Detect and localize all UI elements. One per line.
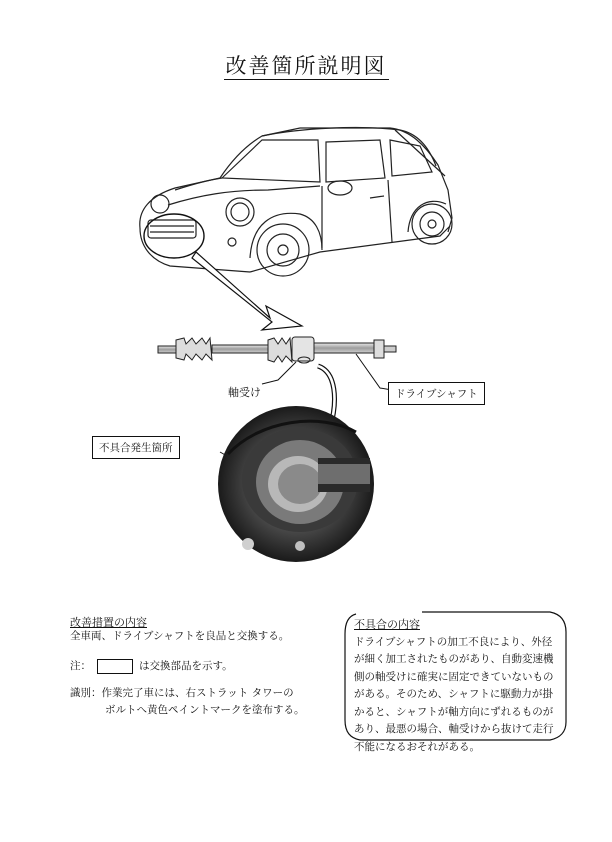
- drive-shaft-label: ドライブシャフト: [388, 382, 485, 405]
- defect-section: [343, 612, 565, 753]
- replacement-part-box: [97, 659, 133, 674]
- defect-line: がある。そのため、シャフトに駆動力が掛: [354, 688, 553, 700]
- defect-line: 側の軸受けに確実に固定できていないもの: [354, 670, 554, 683]
- improvement-line1: 全車両、ドライブシャフトを良品と交換する。: [70, 630, 290, 642]
- closeup-photo: [218, 406, 374, 562]
- defect-location-label: 不具合発生箇所: [92, 436, 180, 459]
- improvement-note: [70, 658, 233, 675]
- defect-line: あり、最悪の場合、軸受けから抜けて走行: [354, 723, 554, 735]
- bearing-label: 軸受け: [228, 386, 261, 399]
- defect-line: 不能になるおそれがある。: [354, 740, 480, 753]
- defect-line: が細く加工されたものがあり、自動変速機: [354, 653, 554, 665]
- identify-prefix: 識別：: [70, 687, 102, 699]
- identify-line1: 作業完了車には、右ストラット タワーの: [101, 687, 294, 699]
- note-prefix: 注：: [70, 660, 91, 672]
- defect-line: かると、シャフトが軸方向にずれるものが: [354, 705, 554, 718]
- page-title: 改善箇所説明図: [225, 54, 387, 78]
- drive-shaft-drawing: [158, 337, 396, 363]
- pointer-arrow: [192, 252, 302, 330]
- car-drawing: [140, 128, 452, 276]
- defect-line: ドライブシャフトの加工不良により、外径: [354, 635, 553, 648]
- identify-line2: ボルトへ黄色ペイントマークを塗布する。: [105, 704, 305, 716]
- improvement-heading: 改善措置の内容: [70, 616, 147, 629]
- note-suffix: は交換部品を示す。: [139, 660, 233, 672]
- defect-heading: 不具合の内容: [354, 618, 420, 631]
- identify-block: [70, 685, 305, 719]
